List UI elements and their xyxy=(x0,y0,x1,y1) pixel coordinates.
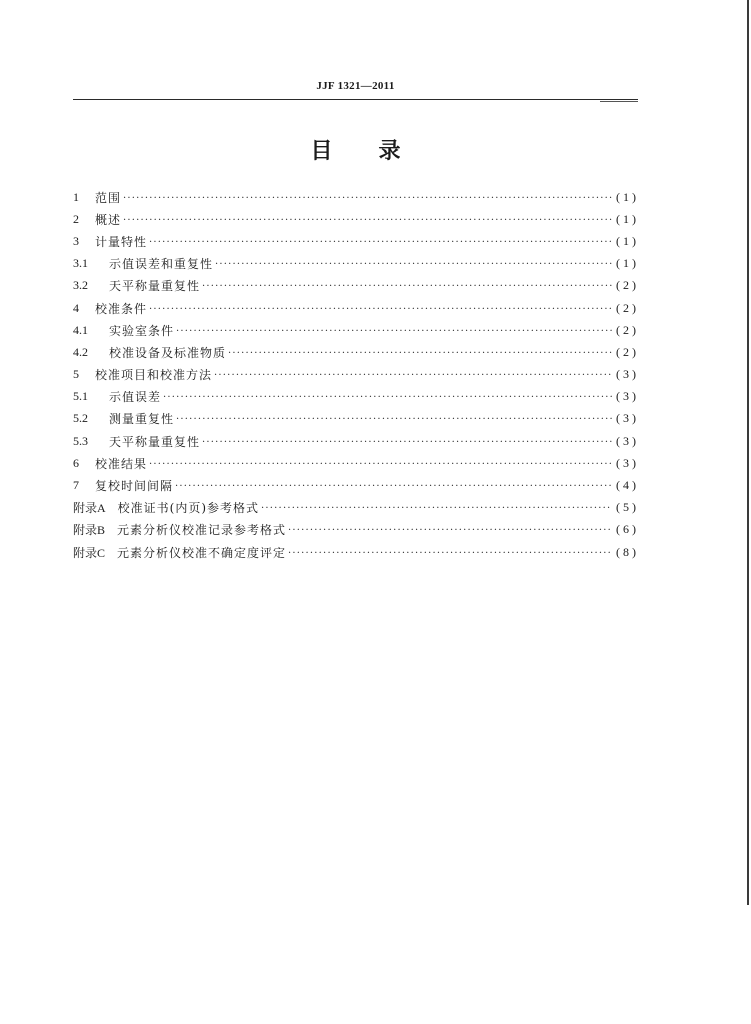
toc-entry-title: 实验室条件 xyxy=(109,323,175,338)
toc-entry-title: 元素分析仪校准记录参考格式 xyxy=(117,523,287,538)
toc-entry-title: 校准项目和校准方法 xyxy=(95,368,213,383)
toc-leader-dots xyxy=(288,548,612,559)
toc-entry-appendix-c[interactable] xyxy=(73,541,639,563)
toc-leader-dots xyxy=(261,503,612,514)
toc-entry-7[interactable] xyxy=(73,474,639,496)
toc-title: 目录 xyxy=(310,139,447,164)
toc-entry-number: 5 xyxy=(73,367,79,382)
toc-entry-number: 4.2 xyxy=(73,344,88,359)
toc-entry-4-1[interactable] xyxy=(73,319,639,341)
toc-entry-number: 5.3 xyxy=(73,433,88,448)
toc-entry-title: 校准结果 xyxy=(95,456,148,471)
toc-entry-3[interactable] xyxy=(73,230,639,252)
toc-entry-6[interactable] xyxy=(73,452,639,474)
toc-entry-number: 2 xyxy=(73,211,79,226)
toc-entry-number: 3 xyxy=(73,233,79,248)
toc-entry-page: (3) xyxy=(616,367,639,382)
toc-entry-page: (1) xyxy=(616,211,639,226)
toc-entry-number: 1 xyxy=(73,189,79,204)
toc-entry-2[interactable] xyxy=(73,208,639,230)
toc-leader-dots xyxy=(123,215,612,226)
toc-entry-page: (2) xyxy=(616,322,639,337)
toc-entry-title: 校准证书(内页)参考格式 xyxy=(117,501,260,516)
toc-entry-title: 校准条件 xyxy=(95,301,148,316)
toc-entry-title: 示值误差和重复性 xyxy=(109,257,214,272)
toc-entry-title: 范围 xyxy=(95,190,122,205)
toc-entry-number: 5.2 xyxy=(73,411,88,426)
toc-entry-5-1[interactable] xyxy=(73,386,639,408)
toc-entry-5-2[interactable] xyxy=(73,408,639,430)
toc-entry-title: 复校时间间隔 xyxy=(95,479,174,494)
toc-entry-page: (3) xyxy=(616,433,639,448)
toc-entry-page: (6) xyxy=(616,522,639,537)
toc-entry-title: 天平称量重复性 xyxy=(109,434,201,449)
toc-leader-dots xyxy=(149,304,612,315)
header-rule-tail xyxy=(600,101,638,102)
toc-entry-page: (1) xyxy=(616,233,639,248)
toc-entry-title: 计量特性 xyxy=(95,234,148,249)
toc-entry-page: (3) xyxy=(616,455,639,470)
toc-leader-dots xyxy=(163,392,612,403)
toc-entry-4[interactable] xyxy=(73,297,639,319)
toc-entry-1[interactable] xyxy=(73,186,639,208)
toc-entry-title: 概述 xyxy=(95,212,122,227)
toc-leader-dots xyxy=(123,193,612,204)
toc-entry-4-2[interactable] xyxy=(73,341,639,363)
toc-entry-number: 附录B xyxy=(73,523,106,538)
toc-entry-3-2[interactable] xyxy=(73,275,639,297)
toc-entry-number: 附录A xyxy=(73,501,106,516)
toc-leader-dots xyxy=(228,348,612,359)
toc-leader-dots xyxy=(176,414,612,425)
toc-entry-5[interactable] xyxy=(73,364,639,386)
toc-entry-5-3[interactable] xyxy=(73,430,639,452)
toc-entry-number: 4 xyxy=(73,300,79,315)
toc-entry-appendix-a[interactable] xyxy=(73,497,639,519)
toc-entry-page: (8) xyxy=(616,544,639,559)
toc-leader-dots xyxy=(202,437,612,448)
toc-leader-dots xyxy=(288,525,612,536)
toc-entry-page: (4) xyxy=(616,478,639,493)
toc-entry-page: (1) xyxy=(616,189,639,204)
table-of-contents xyxy=(73,186,639,563)
toc-entry-page: (2) xyxy=(616,278,639,293)
toc-entry-number: 附录C xyxy=(73,545,106,560)
toc-leader-dots xyxy=(215,259,612,270)
document-code: JJF 1321—2011 xyxy=(316,80,395,92)
toc-leader-dots xyxy=(149,459,612,470)
toc-entry-page: (2) xyxy=(616,300,639,315)
page-edge-line xyxy=(747,0,749,905)
toc-entry-number: 3.2 xyxy=(73,278,88,293)
toc-entry-page: (1) xyxy=(616,256,639,271)
toc-entry-appendix-b[interactable] xyxy=(73,519,639,541)
toc-entry-title: 校准设备及标准物质 xyxy=(109,345,227,360)
toc-entry-page: (5) xyxy=(616,500,639,515)
toc-entry-number: 7 xyxy=(73,478,79,493)
toc-entry-title: 测量重复性 xyxy=(109,412,175,427)
toc-entry-title: 元素分析仪校准不确定度评定 xyxy=(117,545,287,560)
toc-leader-dots xyxy=(176,326,612,337)
toc-leader-dots xyxy=(214,370,612,381)
toc-entry-title: 示值误差 xyxy=(109,390,162,405)
toc-leader-dots xyxy=(149,237,612,248)
toc-leader-dots xyxy=(202,281,612,292)
header-rule xyxy=(73,99,638,100)
toc-entry-page: (3) xyxy=(616,411,639,426)
toc-entry-number: 3.1 xyxy=(73,256,88,271)
toc-entry-page: (3) xyxy=(616,389,639,404)
toc-entry-3-1[interactable] xyxy=(73,253,639,275)
toc-entry-number: 5.1 xyxy=(73,389,88,404)
toc-entry-number: 4.1 xyxy=(73,322,88,337)
toc-entry-number: 6 xyxy=(73,455,79,470)
toc-entry-page: (2) xyxy=(616,344,639,359)
toc-leader-dots xyxy=(175,481,612,492)
toc-entry-title: 天平称量重复性 xyxy=(109,279,201,294)
